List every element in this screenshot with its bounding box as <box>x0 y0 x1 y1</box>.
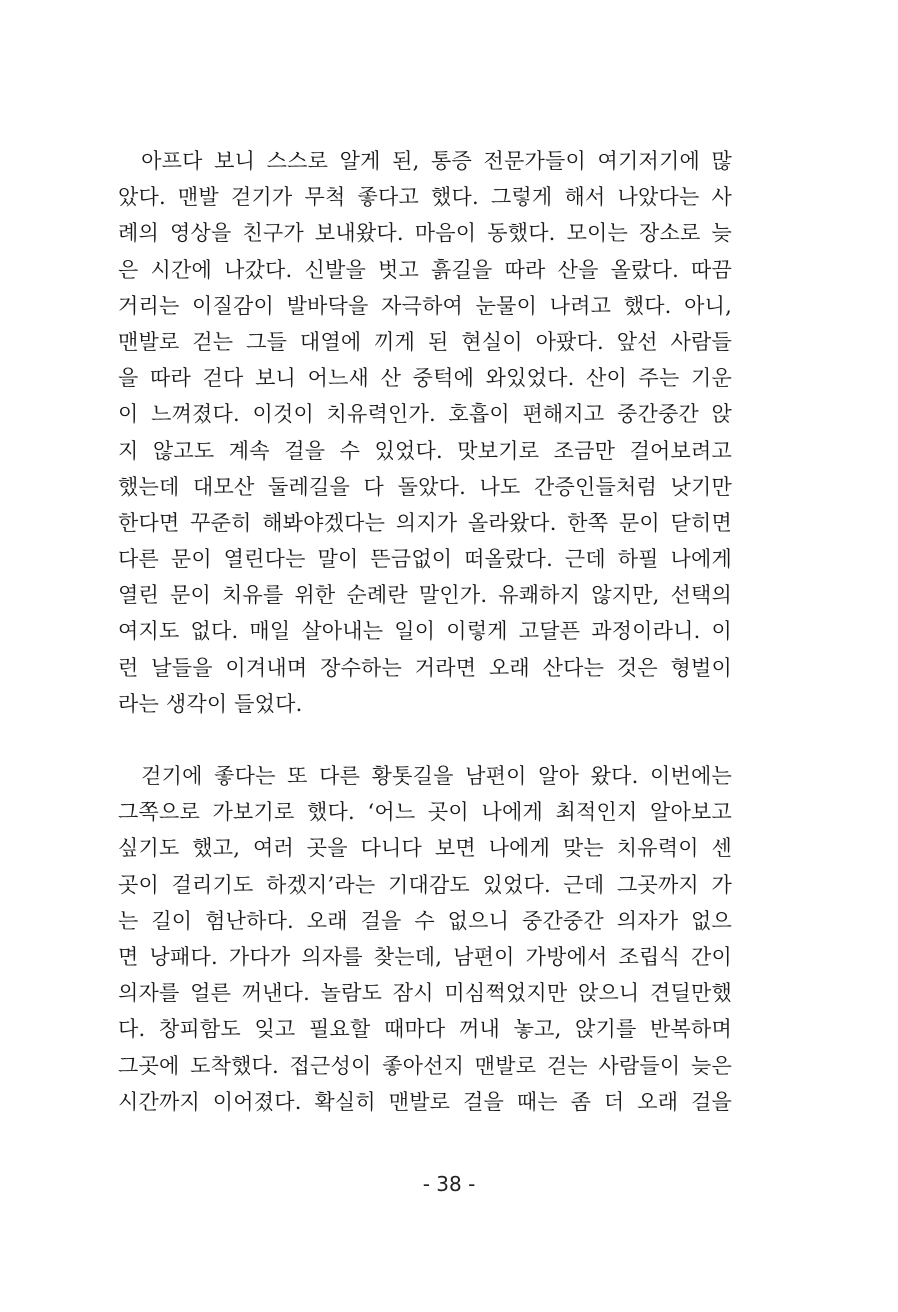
text-line: 는 길이 험난하다. 오래 걸을 수 없으니 중간중간 의자가 없으 <box>118 908 732 933</box>
text-line: 았다. 맨발 걷기가 무척 좋다고 했다. 그렇게 해서 나았다는 사 <box>118 185 732 210</box>
text-line: 여지도 없다. 매일 살아내는 일이 이렇게 고달픈 과정이라니. 이 <box>118 619 732 644</box>
text-line: 한다면 꾸준히 해봐야겠다는 의지가 올라왔다. 한쪽 문이 닫히면 <box>118 510 732 535</box>
text-line: 례의 영상을 친구가 보내왔다. 마음이 동했다. 모이는 장소로 늦 <box>118 221 732 246</box>
paragraph-1 <box>118 143 732 722</box>
text-line: 은 시간에 나갔다. 신발을 벗고 흙길을 따라 산을 올랐다. 따끔 <box>118 257 732 282</box>
text-line: 런 날들을 이겨내며 장수하는 거라면 오래 산다는 것은 형벌이 <box>118 655 732 680</box>
paragraph-2 <box>118 758 732 1120</box>
text-line: 지 않고도 계속 걸을 수 있었다. 맛보기로 조금만 걸어보려고 <box>118 438 732 463</box>
document-body <box>118 143 732 1120</box>
text-line: 맨발로 걷는 그들 대열에 끼게 된 현실이 아팠다. 앞선 사람들 <box>118 329 732 354</box>
text-line: 을 따라 걷다 보니 어느새 산 중턱에 와있었다. 산이 주는 기운 <box>118 366 732 391</box>
text-line: 의자를 얼른 꺼낸다. 놀람도 잠시 미심쩍었지만 앉으니 견딜만했 <box>118 981 732 1006</box>
text-line: 다. 창피함도 잊고 필요할 때마다 꺼내 놓고, 앉기를 반복하며 <box>118 1017 732 1042</box>
text-line: 다른 문이 열린다는 말이 뜬금없이 떠올랐다. 근데 하필 나에게 <box>118 547 732 572</box>
text-line: 걷기에 좋다는 또 다른 황톳길을 남편이 알아 왔다. 이번에는 <box>118 764 732 788</box>
page-number: - 38 - <box>422 1172 476 1196</box>
text-line: 시간까지 이어졌다. 확실히 맨발로 걸을 때는 좀 더 오래 걸을 <box>118 1089 732 1114</box>
text-line: 열린 문이 치유를 위한 순례란 말인가. 유쾌하지 않지만, 선택의 <box>118 583 732 608</box>
text-line: 거리는 이질감이 발바닥을 자극하여 눈물이 나려고 했다. 아니, <box>118 293 732 318</box>
text-line: 이 느껴졌다. 이것이 치유력인가. 호흡이 편해지고 중간중간 앉 <box>118 402 732 427</box>
text-line: 했는데 대모산 둘레길을 다 돌았다. 나도 간증인들처럼 낫기만 <box>118 474 732 499</box>
text-line: 라는 생각이 들었다. <box>118 691 303 716</box>
text-line: 그쪽으로 가보기로 했다. ‘어느 곳이 나에게 최적인지 알아보고 <box>118 800 732 825</box>
text-line: 그곳에 도착했다. 접근성이 좋아선지 맨발로 걷는 사람들이 늦은 <box>118 1053 732 1078</box>
text-line: 싶기도 했고, 여러 곳을 다니다 보면 나에게 맞는 치유력이 센 <box>118 836 732 861</box>
text-line: 아프다 보니 스스로 알게 된, 통증 전문가들이 여기저기에 많 <box>118 149 732 173</box>
text-line: 곳이 걸리기도 하겠지’라는 기대감도 있었다. 근데 그곳까지 가 <box>118 872 732 897</box>
text-line: 면 낭패다. 가다가 의자를 찾는데, 남편이 가방에서 조립식 간이 <box>118 944 732 969</box>
